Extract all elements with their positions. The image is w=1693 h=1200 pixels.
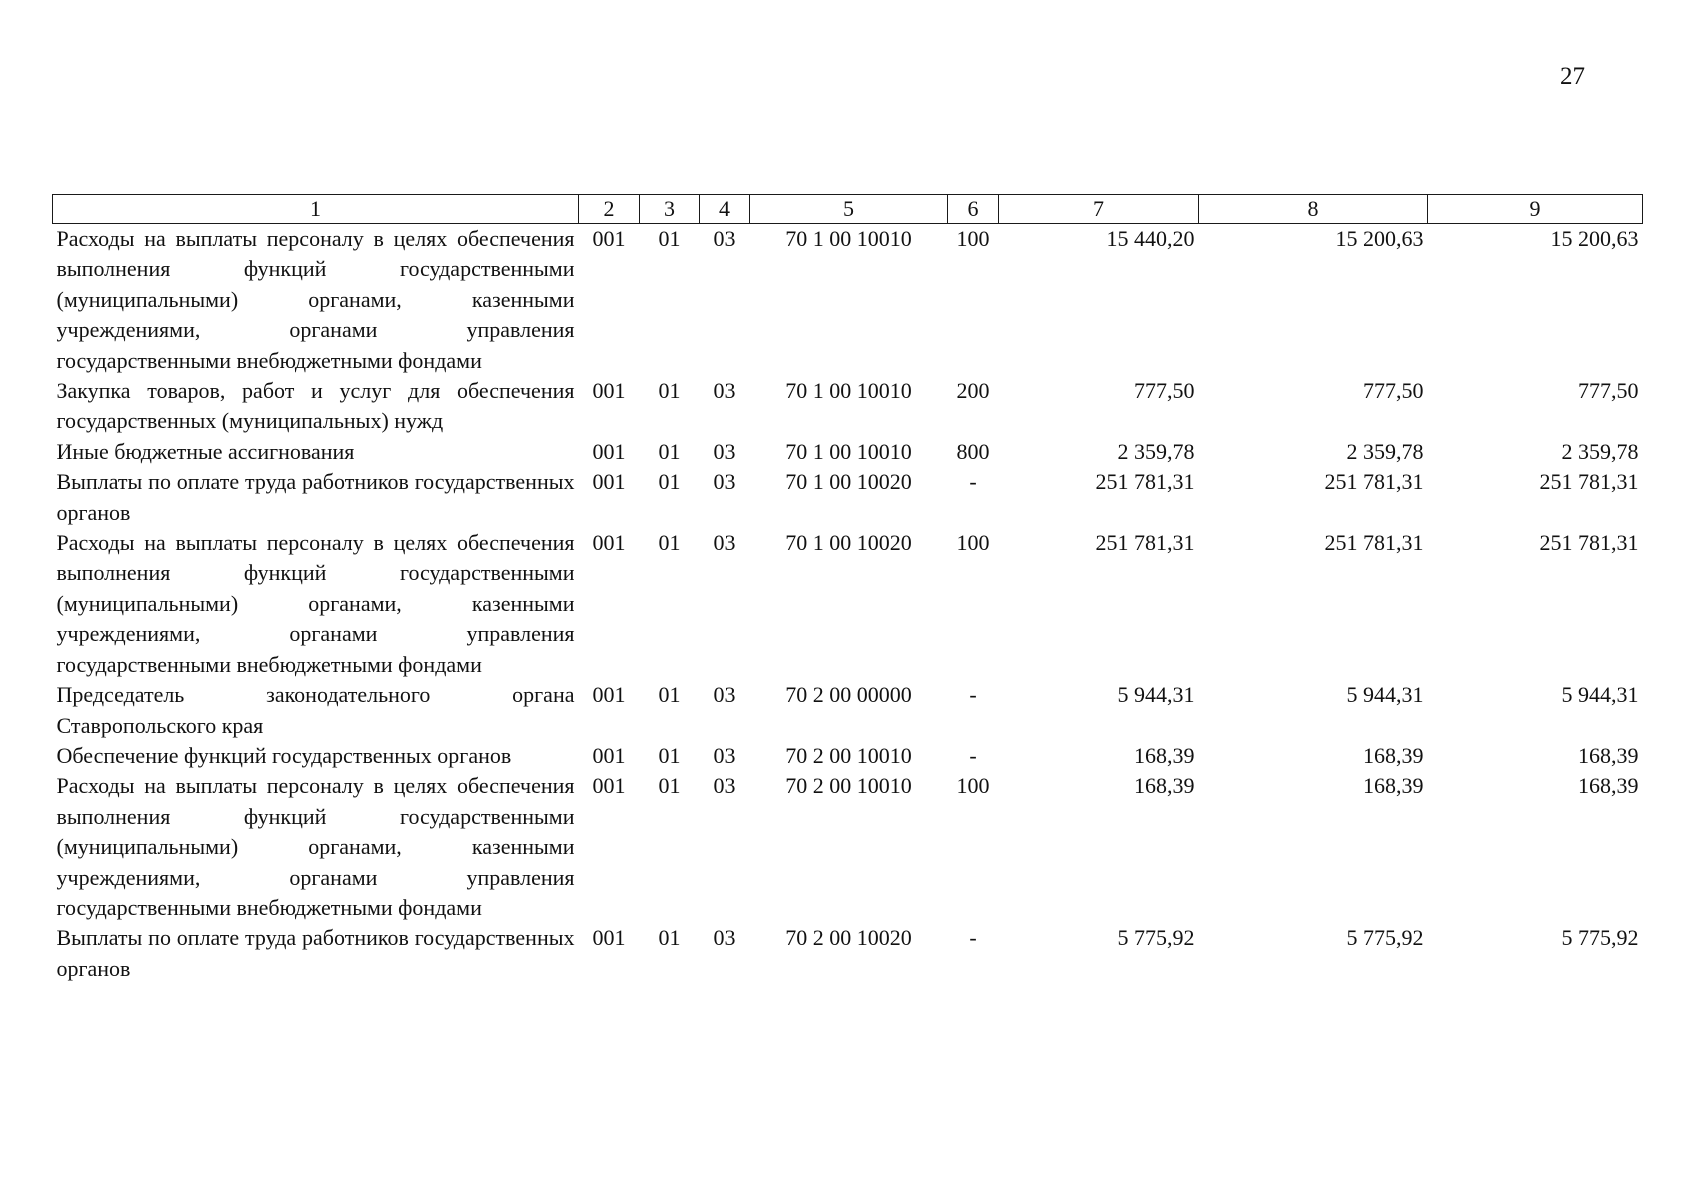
row-value-7: 168,39 <box>1134 773 1195 799</box>
column-header: 9 <box>1428 195 1643 224</box>
row-value-7: 168,39 <box>1134 742 1195 768</box>
table-row <box>53 376 1643 437</box>
row-rz: 01 <box>658 925 681 951</box>
row-csr: 70 2 00 10020 <box>785 925 912 951</box>
column-header: 2 <box>579 195 640 224</box>
row-value-9: 777,50 <box>1578 378 1639 404</box>
row-ved: 001 <box>592 925 626 951</box>
row-csr: 70 1 00 10010 <box>785 438 912 464</box>
row-pr: 03 <box>713 378 736 404</box>
row-name: Выплаты по оплате труда работников государственных органов <box>56 469 575 525</box>
row-value-9: 168,39 <box>1578 742 1639 768</box>
row-vr: - <box>969 742 977 768</box>
row-value-9: 168,39 <box>1578 773 1639 799</box>
row-value-8: 15 200,63 <box>1335 226 1424 251</box>
row-rz: 01 <box>658 682 681 708</box>
page-number: 27 <box>1560 63 1585 90</box>
row-value-7: 5 775,92 <box>1117 925 1195 951</box>
row-ved: 001 <box>592 682 626 708</box>
row-ved: 001 <box>592 773 626 799</box>
row-ved: 001 <box>592 469 626 495</box>
row-value-7: 251 781,31 <box>1095 530 1195 556</box>
table-row <box>53 437 1643 467</box>
row-value-9: 251 781,31 <box>1539 530 1639 556</box>
row-vr: - <box>969 469 977 495</box>
row-csr: 70 2 00 00000 <box>785 682 912 708</box>
row-value-8: 168,39 <box>1363 773 1424 799</box>
row-csr: 70 1 00 10020 <box>785 469 912 495</box>
row-pr: 03 <box>713 530 736 556</box>
row-vr: 800 <box>956 438 990 464</box>
row-name: Председатель законодательного органа Ставропольского края <box>56 682 575 738</box>
row-value-8: 777,50 <box>1363 378 1424 404</box>
row-vr: 100 <box>956 773 990 799</box>
row-value-7: 2 359,78 <box>1117 438 1195 464</box>
row-value-9: 2 359,78 <box>1561 438 1639 464</box>
row-rz: 01 <box>658 530 681 556</box>
row-rz: 01 <box>658 773 681 799</box>
row-value-8: 251 781,31 <box>1324 530 1424 556</box>
row-pr: 03 <box>713 438 736 464</box>
row-value-8: 5 775,92 <box>1346 925 1424 951</box>
row-value-7: 15 440,20 <box>1106 226 1195 251</box>
row-pr: 03 <box>713 682 736 708</box>
row-pr: 03 <box>713 773 736 799</box>
row-ved: 001 <box>592 530 626 556</box>
column-header: 6 <box>948 195 999 224</box>
row-ved: 001 <box>592 438 626 464</box>
row-vr: - <box>969 925 977 951</box>
row-name: Закупка товаров, работ и услуг для обеспечения государственных (муниципальных) нужд <box>56 378 575 434</box>
row-pr: 03 <box>713 925 736 951</box>
table-row <box>53 680 1643 741</box>
row-csr: 70 1 00 10010 <box>785 226 912 251</box>
row-name: Расходы на выплаты персоналу в целях обеспечения выполнения функций государственными (муниципальными) органами, казенными учреждениями, органами управления государственными внебюджетными фондами <box>56 773 575 920</box>
row-rz: 01 <box>658 742 681 768</box>
row-pr: 03 <box>713 742 736 768</box>
row-ved: 001 <box>592 742 626 768</box>
row-name: Расходы на выплаты персоналу в целях обеспечения выполнения функций государственными (муниципальными) органами, казенными учреждениями, органами управления государственными внебюджетными фондами <box>56 226 575 373</box>
table-row <box>53 923 1643 984</box>
row-value-7: 5 944,31 <box>1117 682 1195 708</box>
row-value-7: 251 781,31 <box>1095 469 1195 495</box>
row-value-9: 5 944,31 <box>1561 682 1639 708</box>
table-row <box>53 467 1643 528</box>
row-name: Расходы на выплаты персоналу в целях обеспечения выполнения функций государственными (муниципальными) органами, казенными учреждениями, органами управления государственными внебюджетными фондами <box>56 530 575 677</box>
row-ved: 001 <box>592 378 626 404</box>
row-csr: 70 2 00 10010 <box>785 773 912 799</box>
row-value-8: 2 359,78 <box>1346 438 1424 464</box>
row-rz: 01 <box>658 378 681 404</box>
row-name: Иные бюджетные ассигнования <box>56 438 355 464</box>
row-pr: 03 <box>713 469 736 495</box>
row-vr: 100 <box>956 530 990 556</box>
row-vr: - <box>969 682 977 708</box>
row-value-8: 251 781,31 <box>1324 469 1424 495</box>
row-pr: 03 <box>713 226 736 251</box>
row-csr: 70 1 00 10010 <box>785 378 912 404</box>
row-name: Обеспечение функций государственных органов <box>56 742 512 768</box>
row-rz: 01 <box>658 226 681 251</box>
table-row <box>53 741 1643 771</box>
table-header-row <box>53 195 1643 224</box>
column-header: 3 <box>640 195 700 224</box>
row-csr: 70 2 00 10010 <box>785 742 912 768</box>
table-row <box>53 528 1643 680</box>
row-rz: 01 <box>658 469 681 495</box>
row-value-9: 15 200,63 <box>1550 226 1639 251</box>
column-header: 5 <box>750 195 948 224</box>
row-value-7: 777,50 <box>1134 378 1195 404</box>
row-rz: 01 <box>658 438 681 464</box>
row-vr: 200 <box>956 378 990 404</box>
column-header: 7 <box>999 195 1199 224</box>
table-row <box>53 224 1643 377</box>
column-header: 1 <box>53 195 579 224</box>
budget-table <box>52 194 1643 984</box>
row-value-9: 5 775,92 <box>1561 925 1639 951</box>
row-vr: 100 <box>956 226 990 251</box>
row-value-8: 5 944,31 <box>1346 682 1424 708</box>
row-csr: 70 1 00 10020 <box>785 530 912 556</box>
row-value-8: 168,39 <box>1363 742 1424 768</box>
row-ved: 001 <box>592 226 626 251</box>
column-header: 8 <box>1199 195 1428 224</box>
row-name: Выплаты по оплате труда работников государственных органов <box>56 925 575 981</box>
column-header: 4 <box>700 195 750 224</box>
table-row <box>53 771 1643 923</box>
row-value-9: 251 781,31 <box>1539 469 1639 495</box>
